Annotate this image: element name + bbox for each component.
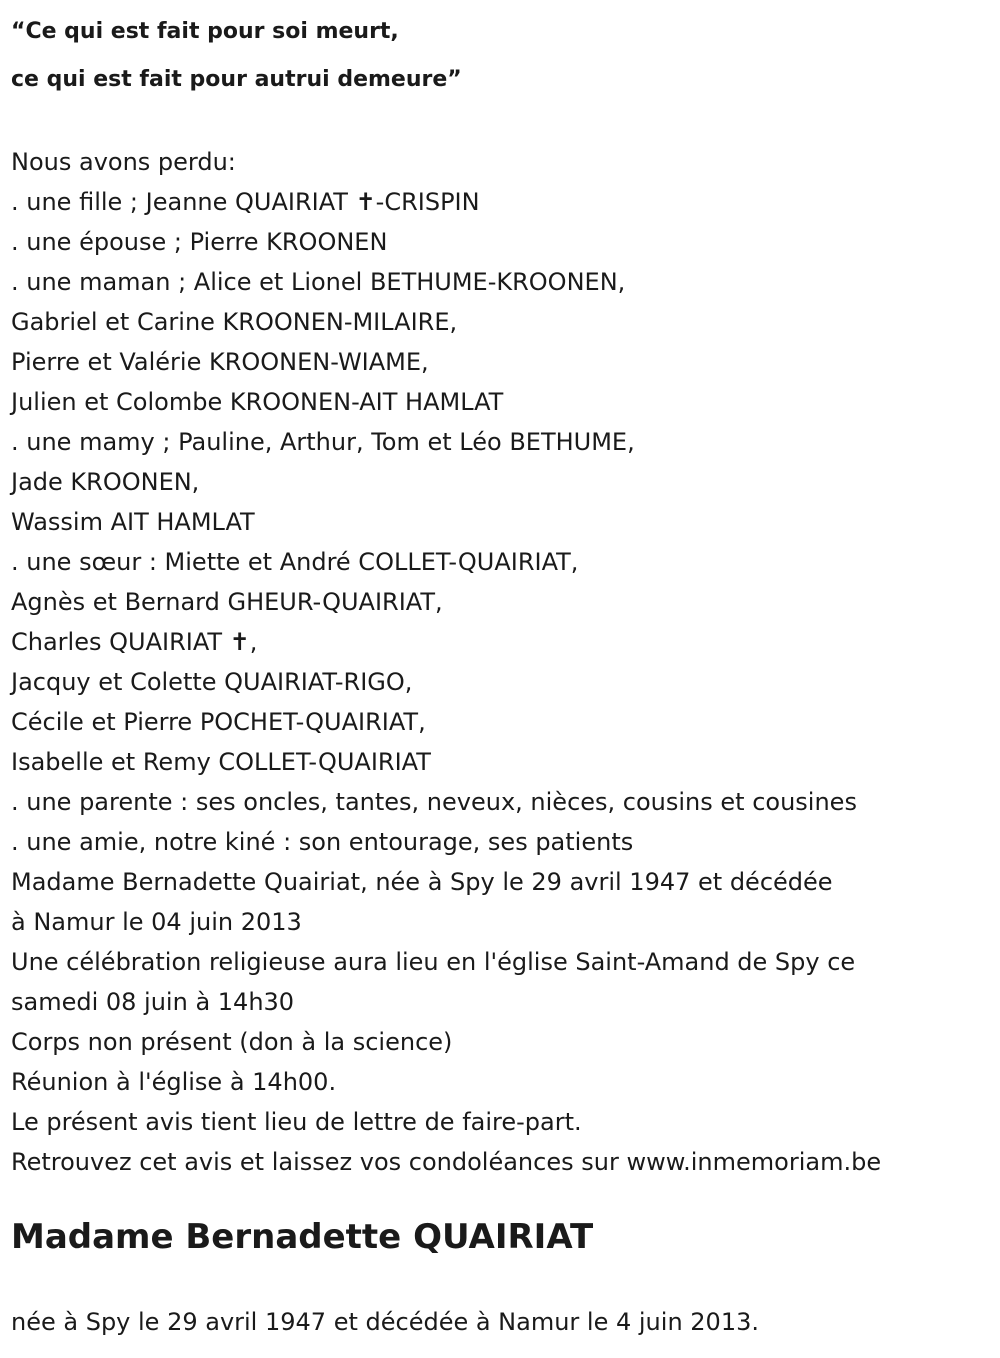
grandmother-line-1: . une mamy ; Pauline, Arthur, Tom et Léo BETHUME, [11,428,635,456]
epigraph-quote [11,0,991,104]
mother-line-4: Julien et Colombe KROONEN-AIT HAMLAT [11,388,504,416]
sister-line-6: Isabelle et Remy COLLET-QUAIRIAT [11,748,431,776]
deceased-name-heading: Madame Bernadette QUAIRIAT [11,1217,594,1257]
daughter-suffix: -CRISPIN [375,188,480,216]
grandmother-line-2: Jade KROONEN, [11,468,200,496]
deceased-dates: née à Spy le 29 avril 1947 et décédée à Namur le 4 juin 2013. [11,1308,759,1336]
meeting-line: Réunion à l'église à 14h00. [11,1068,337,1096]
sister-line-4: Jacquy et Colette QUAIRIAT-RIGO, [11,668,413,696]
deceased-line-2: à Namur le 04 juin 2013 [11,908,302,936]
ceremony-line-1: Une célébration religieuse aura lieu en l'église Saint-Amand de Spy ce [11,948,856,976]
sister-line-3-suffix: , [249,628,258,656]
condolences-line: Retrouvez cet avis et laissez vos condoléances sur www.inmemoriam.be [11,1148,882,1176]
relative-line: . une parente : ses oncles, tantes, neveux, nièces, cousins et cousines [11,788,857,816]
sister-line-3-text: Charles QUAIRIAT [11,628,230,656]
notice-body [11,142,991,1182]
sister-line-1: . une sœur : Miette et André COLLET-QUAIRIAT, [11,548,579,576]
intro-line: Nous avons perdu: [11,148,236,176]
mother-line-1: . une maman ; Alice et Lionel BETHUME-KROONEN, [11,268,626,296]
deceased-line-1: Madame Bernadette Quairiat, née à Spy le 29 avril 1947 et décédée [11,868,833,896]
spouse-line: . une épouse ; Pierre KROONEN [11,228,388,256]
cross-icon: ✝ [355,188,376,216]
notice-line: Le présent avis tient lieu de lettre de faire-part. [11,1108,582,1136]
mother-line-3: Pierre et Valérie KROONEN-WIAME, [11,348,429,376]
sister-line-3 [11,622,991,662]
obituary-notice [11,0,991,1336]
mother-line-2: Gabriel et Carine KROONEN-MILAIRE, [11,308,458,336]
grandmother-line-3: Wassim AIT HAMLAT [11,508,255,536]
body-donation-line: Corps non présent (don à la science) [11,1028,453,1056]
daughter-line [11,182,991,222]
sister-line-2: Agnès et Bernard GHEUR-QUAIRIAT, [11,588,443,616]
quote-line-1: “Ce qui est fait pour soi meurt, [11,19,399,44]
friend-line: . une amie, notre kiné : son entourage, ses patients [11,828,634,856]
cross-icon: ✝ [229,628,250,656]
sister-line-5: Cécile et Pierre POCHET-QUAIRIAT, [11,708,426,736]
quote-line-2: ce qui est fait pour autrui demeure” [11,67,462,92]
daughter-text: . une fille ; Jeanne QUAIRIAT [11,188,356,216]
ceremony-line-2: samedi 08 juin à 14h30 [11,988,295,1016]
